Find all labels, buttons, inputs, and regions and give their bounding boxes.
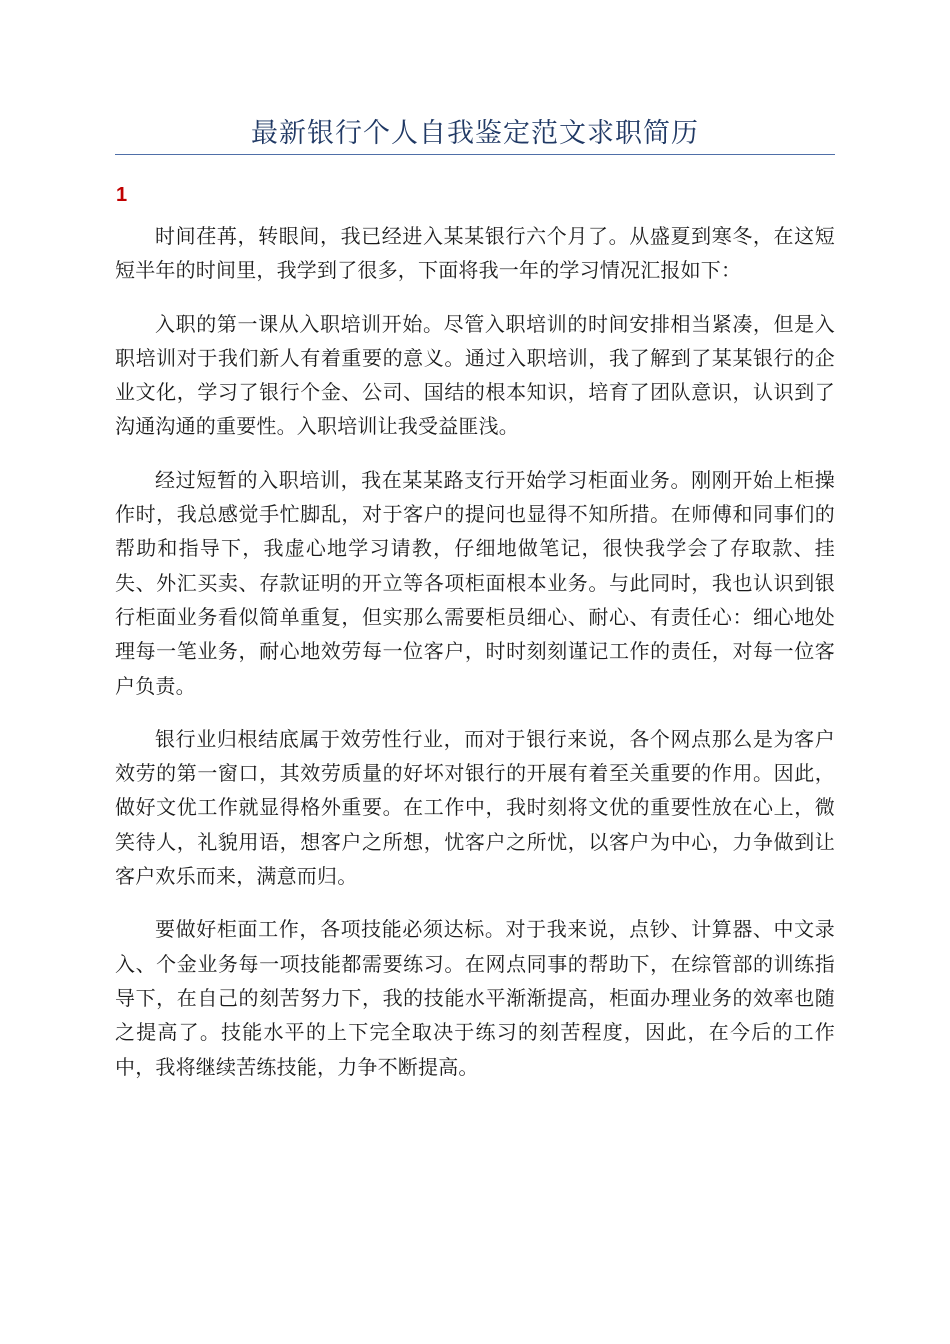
paragraph: 经过短暂的入职培训，我在某某路支行开始学习柜面业务。刚刚开始上柜操作时，我总感觉手忙脚乱，对于客户的提问也显得不知所措。在师傅和同事们的帮助和指导下，我虚心地学习请教，仔细地做笔记，很快我学会了存取款、挂失、外汇买卖、存款证明的开立等各项柜面根本业务。与此同时，我也认识到银行柜面业务看似简单重复，但实那么需要柜员细心、耐心、有责任心：细心地处理每一笔业务，耐心地效劳每一位客户，时时刻刻谨记工作的责任，对每一位客户负责。: [115, 467, 835, 698]
document-title: 最新银行个人自我鉴定范文求职简历: [251, 118, 699, 149]
section-number: 1: [116, 184, 128, 206]
document-body: [115, 219, 835, 1103]
paragraph: 要做好柜面工作，各项技能必须达标。对于我来说，点钞、计算器、中文录入、个金业务每一项技能都需要练习。在网点同事的帮助下，在综管部的训练指导下，在自己的刻苦努力下，我的技能水平渐渐提高，柜面办理业务的效率也随之提高了。技能水平的上下完全取决于练习的刻苦程度，因此，在今后的工作中，我将继续苦练技能，力争不断提高。: [115, 917, 835, 1079]
paragraph: 入职的第一课从入职培训开始。尽管入职培训的时间安排相当紧凑，但是入职培训对于我们新人有着重要的意义。通过入职培训，我了解到了某某银行的企业文化，学习了银行个金、公司、国结的根本知识，培育了团队意识，认识到了沟通沟通的重要性。入职培训让我受益匪浅。: [115, 311, 835, 439]
paragraph: 银行业归根结底属于效劳性行业，而对于银行来说，各个网点那么是为客户效劳的第一窗口，其效劳质量的好坏对银行的开展有着至关重要的作用。因此，做好文优工作就显得格外重要。在工作中，我时刻将文优的重要性放在心上，微笑待人，礼貌用语，想客户之所想，忧客户之所忧，以客户为中心，力争做到让客户欢乐而来，满意而归。: [115, 726, 835, 889]
title-underline: [115, 154, 835, 155]
paragraph: 时间荏苒，转眼间，我已经进入某某银行六个月了。从盛夏到寒冬，在这短短半年的时间里，我学到了很多，下面将我一年的学习情况汇报如下：: [115, 224, 835, 283]
